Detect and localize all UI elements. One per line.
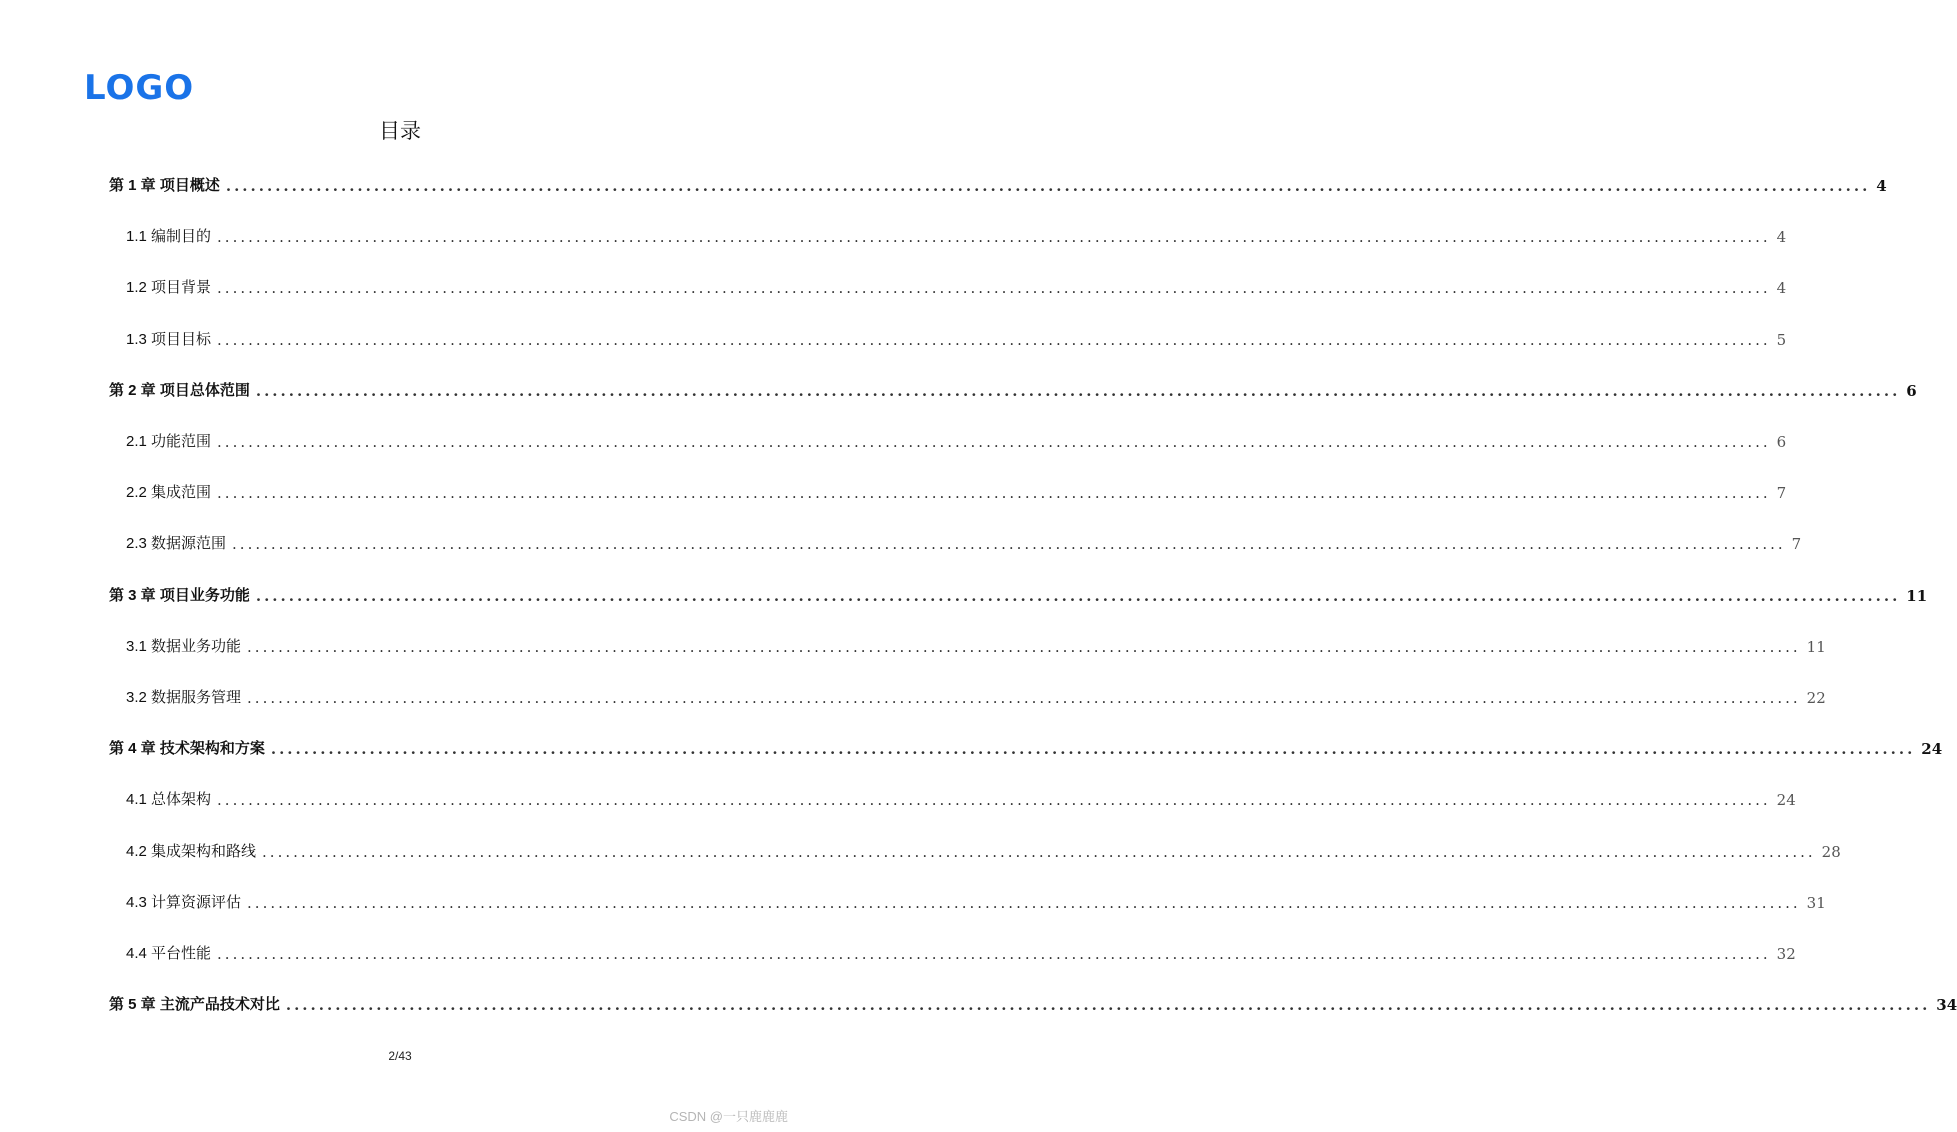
toc-entry-page-number: 7 — [1776, 484, 1787, 502]
toc-entry-label: 3.2 数据服务管理 — [126, 689, 242, 706]
logo: LOGO — [84, 68, 195, 108]
toc-section-entry[interactable] — [0, 838, 1841, 862]
toc-chapter-entry[interactable] — [0, 172, 1887, 196]
toc-entry-page-number: 11 — [1806, 638, 1826, 656]
toc-entry-page-number: 4 — [1776, 228, 1787, 246]
toc-section-entry[interactable] — [0, 223, 1787, 247]
toc-entry-page-number: 28 — [1821, 843, 1841, 861]
toc-leader-dots: ........................................................................................................................................................................................................ — [217, 228, 1771, 246]
toc-entry-label: 2.2 集成范围 — [126, 484, 212, 501]
toc-leader-dots: ........................................................................................................................................................................................................ — [255, 587, 1901, 605]
toc-entry-label: 第 4 章 技术架构和方案 — [109, 740, 265, 757]
toc-entry-page-number: 11 — [1906, 587, 1928, 605]
toc-leader-dots: ........................................................................................................................................................................................................ — [217, 331, 1771, 349]
toc-entry-page-number: 22 — [1806, 689, 1826, 707]
toc-section-entry[interactable] — [0, 889, 1826, 913]
toc-entry-page-number: 24 — [1776, 791, 1796, 809]
toc-section-entry[interactable] — [0, 940, 1796, 964]
toc-entry-page-number: 4 — [1876, 177, 1887, 195]
toc-chapter-entry[interactable] — [0, 735, 1943, 759]
toc-section-entry[interactable] — [0, 684, 1826, 708]
toc-leader-dots: ........................................................................................................................................................................................................ — [217, 279, 1771, 297]
toc-entry-page-number: 34 — [1936, 996, 1957, 1014]
toc-entry-label: 2.1 功能范围 — [126, 433, 212, 450]
toc-leader-dots: ........................................................................................................................................................................................................ — [225, 177, 1871, 195]
toc-leader-dots: ........................................................................................................................................................................................................ — [232, 535, 1786, 553]
toc-leader-dots: ........................................................................................................................................................................................................ — [247, 638, 1801, 656]
toc-chapter-entry[interactable] — [0, 582, 1928, 606]
toc-leader-dots: ........................................................................................................................................................................................................ — [270, 740, 1916, 758]
toc-leader-dots: ........................................................................................................................................................................................................ — [247, 689, 1801, 707]
toc-entry-label: 4.2 集成架构和路线 — [126, 843, 257, 860]
watermark: CSDN @一只鹿鹿鹿 — [669, 1109, 788, 1124]
toc-entry-page-number: 7 — [1791, 535, 1802, 553]
toc-leader-dots: ........................................................................................................................................................................................................ — [217, 433, 1771, 451]
toc-entry-page-number: 31 — [1806, 894, 1826, 912]
toc-section-entry[interactable] — [0, 786, 1796, 810]
toc-section-entry[interactable] — [0, 326, 1787, 350]
toc-entry-page-number: 6 — [1906, 382, 1917, 400]
toc-entry-label: 4.1 总体架构 — [126, 791, 212, 808]
toc-entry-page-number: 4 — [1776, 279, 1787, 297]
toc-section-entry[interactable] — [0, 428, 1787, 452]
toc-leader-dots: ........................................................................................................................................................................................................ — [255, 382, 1901, 400]
toc-entry-label: 第 3 章 项目业务功能 — [109, 587, 250, 604]
toc-entry-label: 4.3 计算资源评估 — [126, 894, 242, 911]
toc-entry-label: 第 5 章 主流产品技术对比 — [109, 996, 280, 1013]
toc-entry-label: 1.1 编制目的 — [126, 228, 212, 245]
toc-entry-label: 4.4 平台性能 — [126, 945, 212, 962]
toc-entry-label: 第 2 章 项目总体范围 — [109, 382, 250, 399]
toc-section-entry[interactable] — [0, 479, 1787, 503]
toc-section-entry[interactable] — [0, 633, 1826, 657]
toc-entry-page-number: 24 — [1921, 740, 1943, 758]
toc-section-entry[interactable] — [0, 530, 1802, 554]
toc-entry-page-number: 6 — [1776, 433, 1787, 451]
toc-entry-label: 1.3 项目目标 — [126, 331, 212, 348]
toc-leader-dots: ........................................................................................................................................................................................................ — [217, 945, 1771, 963]
toc-leader-dots: ........................................................................................................................................................................................................ — [262, 843, 1816, 861]
toc-leader-dots: ........................................................................................................................................................................................................ — [247, 894, 1801, 912]
toc-section-entry[interactable] — [0, 274, 1787, 298]
toc-entry-page-number: 5 — [1776, 331, 1787, 349]
page-number: 2/43 — [388, 1049, 412, 1063]
toc-entry-label: 3.1 数据业务功能 — [126, 638, 242, 655]
toc-leader-dots: ........................................................................................................................................................................................................ — [217, 791, 1771, 809]
toc-entry-label: 2.3 数据源范围 — [126, 535, 227, 552]
toc-entry-label: 第 1 章 项目概述 — [109, 177, 220, 194]
toc-entry-label: 1.2 项目背景 — [126, 279, 212, 296]
toc-leader-dots: ........................................................................................................................................................................................................ — [217, 484, 1771, 502]
toc-entry-page-number: 32 — [1776, 945, 1796, 963]
toc-chapter-entry[interactable] — [0, 377, 1917, 401]
toc-leader-dots: ........................................................................................................................................................................................................ — [285, 996, 1931, 1014]
page-title: 目录 — [379, 120, 421, 143]
toc-chapter-entry[interactable] — [0, 991, 1957, 1015]
